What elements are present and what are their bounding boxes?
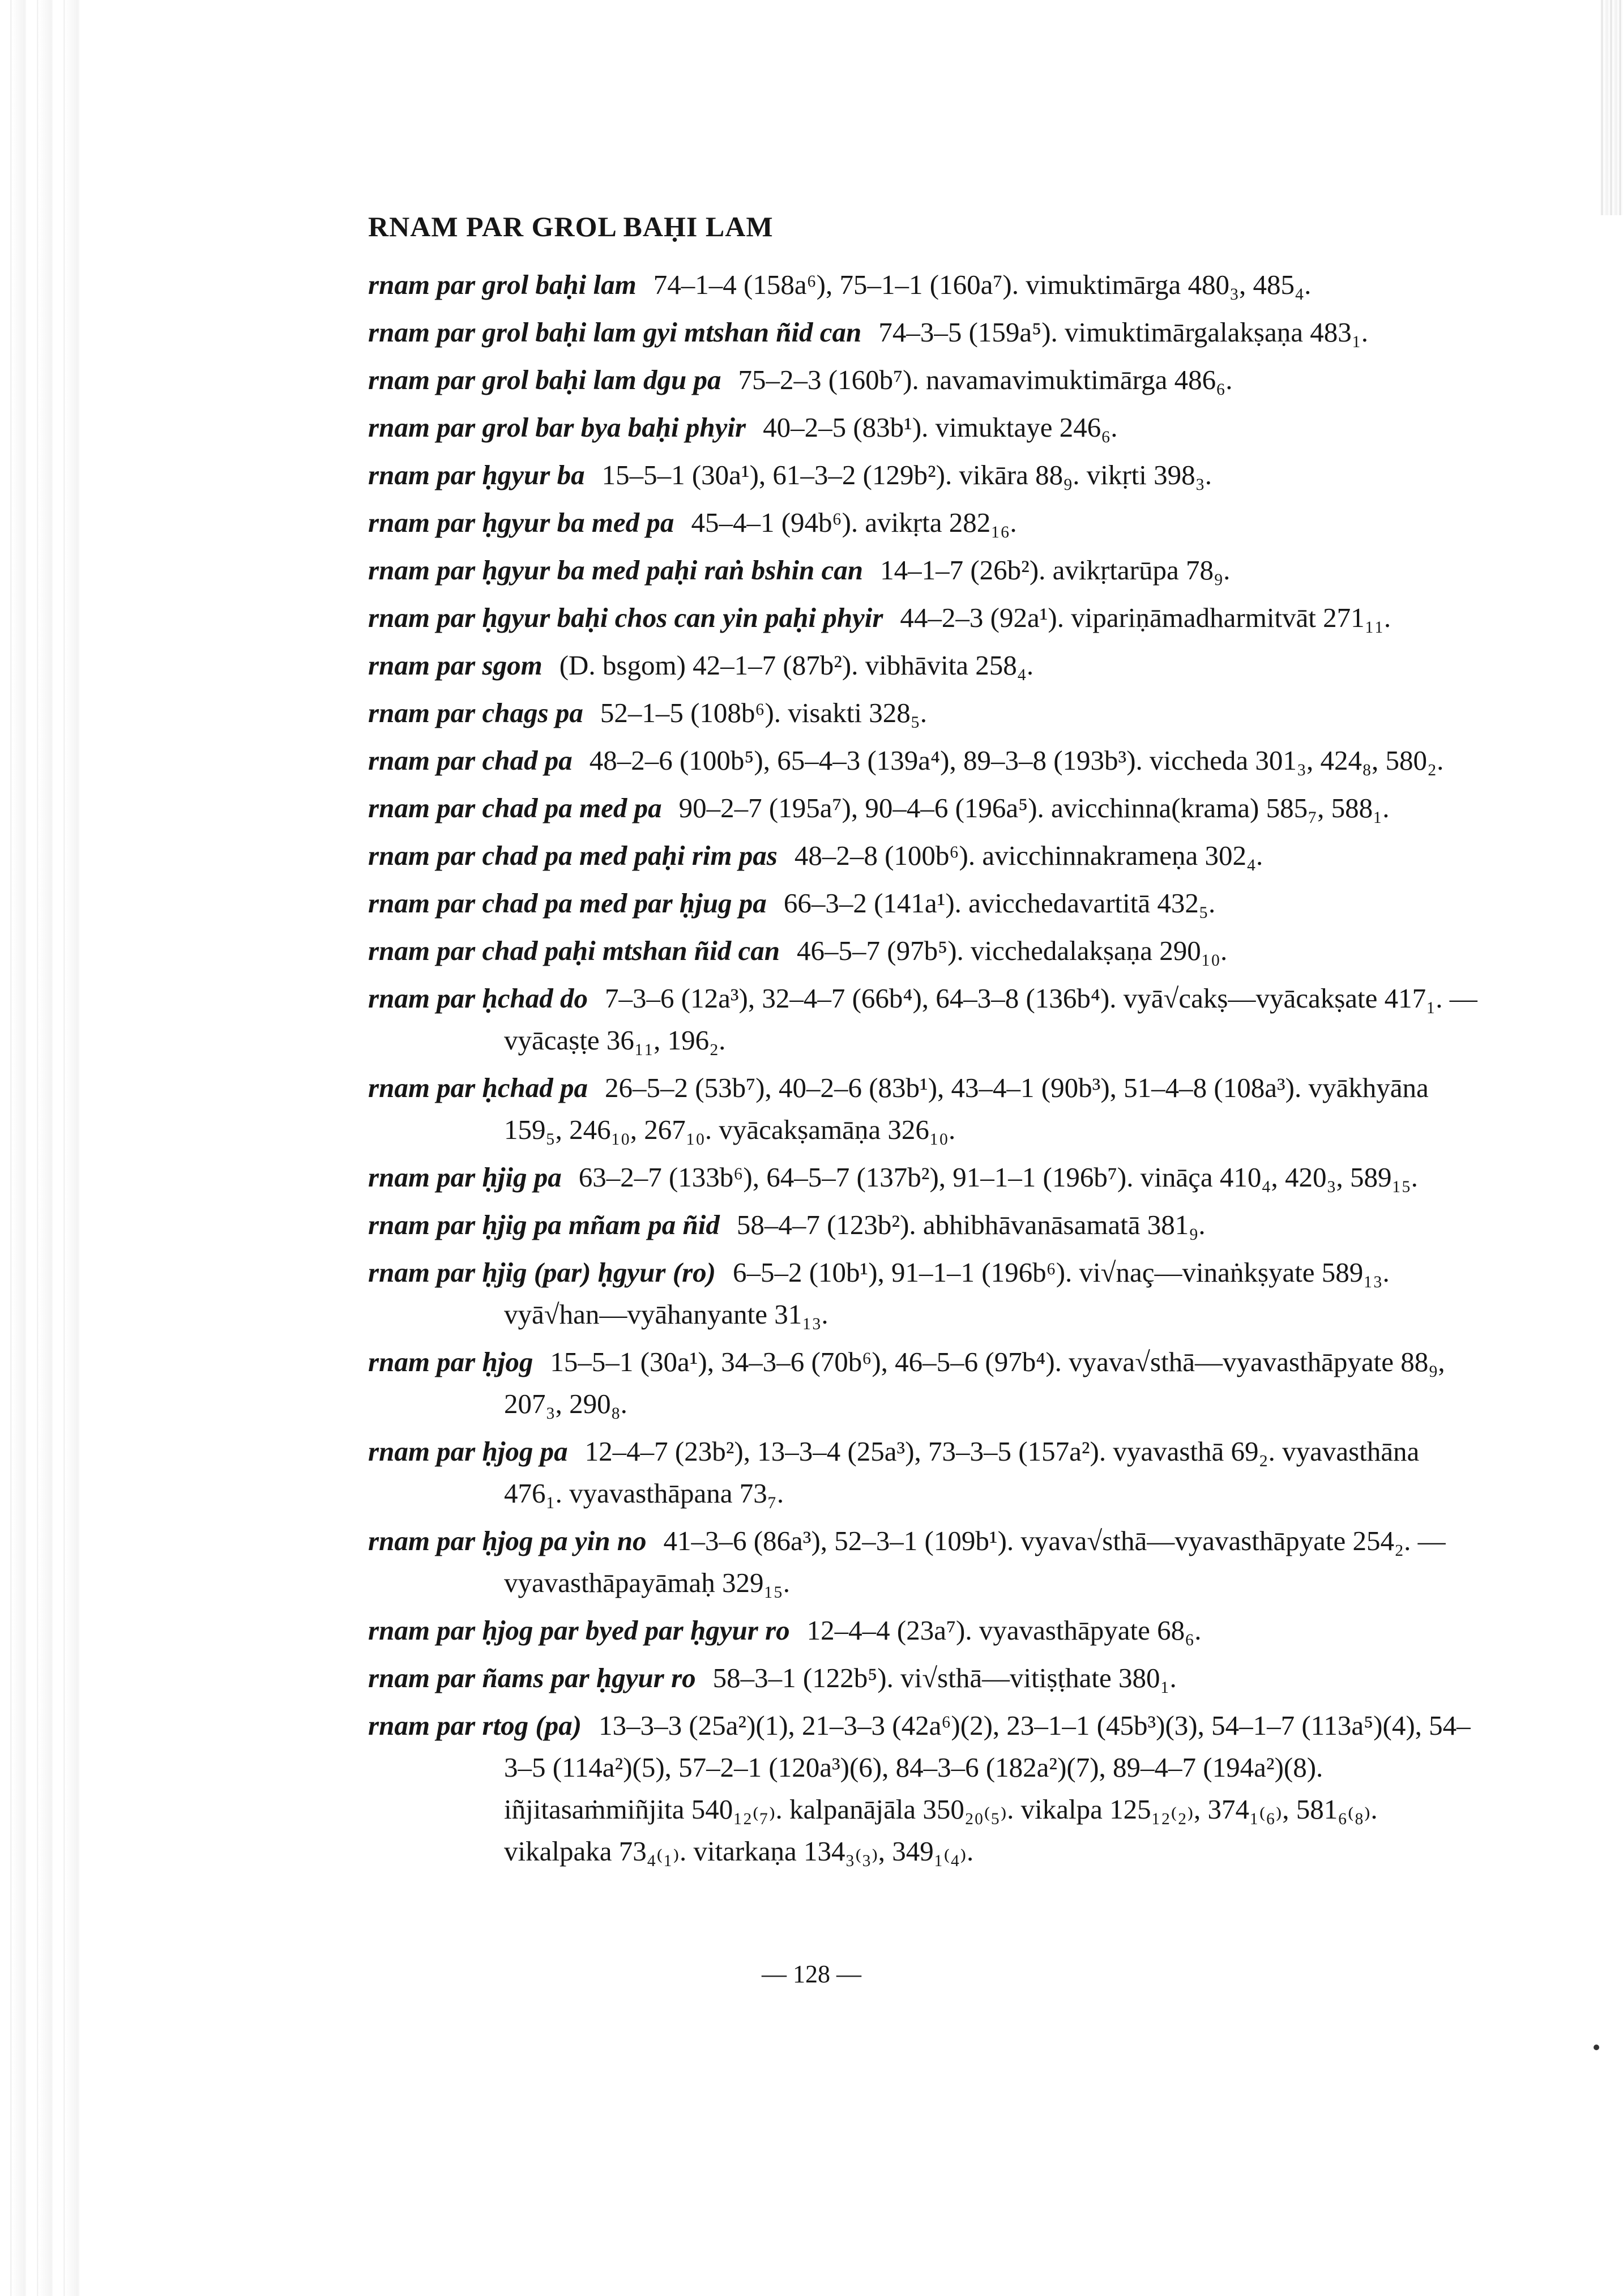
dictionary-entry <box>368 1156 1478 1198</box>
entry-body: 41–3–6 (86a³), 52–3–1 (109b¹). vyava√sthā—vyavasthāpyate 254₂. —vyavasthāpayāmaḥ 329₁₅. <box>504 1525 1446 1598</box>
entry-body: 63–2–7 (133b⁶), 64–5–7 (137b²), 91–1–1 (196b⁷). vināça 410₄, 420₃, 589₁₅. <box>578 1162 1418 1193</box>
dictionary-entry <box>368 740 1478 782</box>
entry-body: 14–1–7 (26b²). avikṛtarūpa 78₉. <box>880 554 1231 586</box>
dictionary-entry <box>368 930 1478 972</box>
entry-body: 75–2–3 (160b⁷). navamavimuktimārga 486₆. <box>738 364 1233 395</box>
entry-headword: rnam par ḥjig (par) ḥgyur (ro) <box>368 1257 716 1288</box>
dictionary-entry <box>368 264 1478 306</box>
entry-headword: rnam par chags pa <box>368 697 583 728</box>
entry-body: 66–3–2 (141a¹). avicchedavartitā 432₅. <box>783 887 1216 919</box>
entry-headword: rnam par chad pa med pa <box>368 792 662 823</box>
dictionary-entry <box>368 502 1478 544</box>
entry-headword: rnam par ḥgyur ba med paḥi raṅ bshin can <box>368 554 864 586</box>
dictionary-entry <box>368 454 1478 496</box>
scan-edge-left <box>0 0 85 2296</box>
entry-headword: rnam par sgom <box>368 650 543 681</box>
entry-headword: rnam par ḥgyur ba med pa <box>368 507 674 538</box>
entry-body: 52–1–5 (108b⁶). visakti 328₅. <box>600 697 928 728</box>
entry-body: 45–4–1 (94b⁶). avikṛta 282₁₆. <box>691 507 1017 538</box>
entry-headword: rnam par ḥjig pa <box>368 1162 562 1193</box>
dictionary-entry <box>368 1252 1478 1335</box>
entry-headword: rnam par ḥgyur ba <box>368 459 585 490</box>
entry-headword: rnam par chad pa <box>368 745 573 776</box>
entry-body: 6–5–2 (10b¹), 91–1–1 (196b⁶). vi√naç—vinaṅkṣyate 589₁₃. vyā√han—vyāhanyante 31₁₃. <box>504 1257 1390 1330</box>
entry-body: 7–3–6 (12a³), 32–4–7 (66b⁴), 64–3–8 (136b⁴). vyā√cakṣ—vyācakṣate 417₁. —vyācaṣṭe 36₁₁, 196₂. <box>504 983 1477 1056</box>
entry-body: 44–2–3 (92a¹). vipariṇāmadharmitvāt 271₁₁. <box>900 602 1391 633</box>
dictionary-entry <box>368 1204 1478 1246</box>
entry-headword: rnam par ñams par ḥgyur ro <box>368 1662 696 1693</box>
dictionary-entry <box>368 311 1478 353</box>
dictionary-entry <box>368 1341 1478 1425</box>
dictionary-entry <box>368 882 1478 924</box>
entry-body: 58–4–7 (123b²). abhibhāvanāsamatā 381₉. <box>736 1209 1206 1240</box>
entry-body: (D. bsgom) 42–1–7 (87b²). vibhāvita 258₄. <box>559 650 1034 681</box>
dictionary-entry <box>368 645 1478 686</box>
dictionary-entry <box>368 549 1478 591</box>
entry-headword: rnam par chad paḥi mtshan ñid can <box>368 935 780 966</box>
dictionary-entry <box>368 1431 1478 1514</box>
entry-headword: rnam par ḥjig pa mñam pa ñid <box>368 1209 720 1240</box>
entry-body: 12–4–4 (23a⁷). vyavasthāpyate 68₆. <box>806 1615 1202 1646</box>
scan-edge-right <box>1600 0 1623 215</box>
entry-headword: rnam par grol baḥi lam gyi mtshan ñid can <box>368 317 862 348</box>
entry-headword: rnam par ḥjog par byed par ḥgyur ro <box>368 1615 790 1646</box>
entry-body: 26–5–2 (53b⁷), 40–2–6 (83b¹), 43–4–1 (90b³), 51–4–8 (108a³). vyākhyāna 159₅, 246₁₀, 267₁₀. vyācakṣamāṇa 326₁₀. <box>504 1072 1429 1145</box>
dictionary-entry <box>368 787 1478 829</box>
dictionary-entry <box>368 359 1478 401</box>
entry-body: 74–3–5 (159a⁵). vimuktimārgalakṣaṇa 483₁. <box>878 317 1369 348</box>
scan-speck <box>1594 2045 1599 2050</box>
dictionary-entry <box>368 597 1478 639</box>
entry-headword: rnam par grol baḥi lam dgu pa <box>368 364 721 395</box>
entry-body: 48–2–6 (100b⁵), 65–4–3 (139a⁴), 89–3–8 (193b³). viccheda 301₃, 424₈, 580₂. <box>589 745 1444 776</box>
page-body <box>368 210 1478 1878</box>
dictionary-entry <box>368 1067 1478 1151</box>
dictionary-entry <box>368 978 1478 1061</box>
entry-body: 13–3–3 (25a²)(1), 21–3–3 (42a⁶)(2), 23–1–1 (45b³)(3), 54–1–7 (113a⁵)(4), 54–3–5 (114a²)(5), 57–2–1 (120a³)(6), 84–3–6 (182a²)(7), 89–4–7 (194a²)(8). iñjitasaṁmiñjita 540₁₂₍₇₎. kalpanājāla 350₂₀₍₅₎. vikalpa 125₁₂₍₂₎, 374₁₍₆₎, 581₆₍₈₎. vikalpaka 73₄₍₁₎. vitarkaṇa 134₃₍₃₎, 349₁₍₄₎. <box>504 1710 1471 1867</box>
entry-headword: rnam par chad pa med par ḥjug pa <box>368 887 767 919</box>
page-number: — 128 — <box>762 1960 861 1988</box>
entry-headword: rnam par ḥjog pa <box>368 1436 568 1467</box>
entry-body: 48–2–8 (100b⁶). avicchinnakrameṇa 302₄. <box>794 840 1263 871</box>
entry-body: 74–1–4 (158a⁶), 75–1–1 (160a⁷). vimuktimārga 480₃, 485₄. <box>653 269 1312 300</box>
dictionary-entry <box>368 1657 1478 1699</box>
entry-body: 58–3–1 (122b⁵). vi√sthā—vitiṣṭhate 380₁. <box>712 1662 1177 1693</box>
entry-headword: rnam par ḥchad pa <box>368 1072 588 1103</box>
entry-headword: rnam par ḥjog pa yin no <box>368 1525 647 1556</box>
entry-headword: rnam par ḥjog <box>368 1346 533 1377</box>
entry-body: 15–5–1 (30a¹), 34–3–6 (70b⁶), 46–5–6 (97b⁴). vyava√sthā—vyavasthāpyate 88₉, 207₃, 290₈. <box>504 1346 1445 1419</box>
dictionary-entry <box>368 1705 1478 1872</box>
entry-body: 15–5–1 (30a¹), 61–3–2 (129b²). vikāra 88₉. vikṛti 398₃. <box>601 459 1212 490</box>
dictionary-entry <box>368 835 1478 877</box>
dictionary-entry <box>368 1610 1478 1651</box>
entry-body: 46–5–7 (97b⁵). vicchedalakṣaṇa 290₁₀. <box>797 935 1228 966</box>
entry-headword: rnam par rtog (pa) <box>368 1710 582 1741</box>
entry-body: 40–2–5 (83b¹). vimuktaye 246₆. <box>763 412 1118 443</box>
entry-headword: rnam par ḥchad do <box>368 983 588 1014</box>
running-head: RNAM PAR GROL BAḤI LAM <box>368 211 774 242</box>
dictionary-entry <box>368 407 1478 449</box>
entry-headword: rnam par grol baḥi lam <box>368 269 637 300</box>
entry-body: 12–4–7 (23b²), 13–3–4 (25a³), 73–3–5 (157a²). vyavasthā 69₂. vyavasthāna 476₁. vyavasthāpana 73₇. <box>504 1436 1420 1509</box>
entry-headword: rnam par ḥgyur baḥi chos can yin paḥi phyir <box>368 602 883 633</box>
entry-headword: rnam par grol bar bya baḥi phyir <box>368 412 746 443</box>
entry-headword: rnam par chad pa med paḥi rim pas <box>368 840 778 871</box>
dictionary-entry <box>368 692 1478 734</box>
entry-body: 90–2–7 (195a⁷), 90–4–6 (196a⁵). avicchinna(krama) 585₇, 588₁. <box>678 792 1390 823</box>
dictionary-entry <box>368 1520 1478 1604</box>
